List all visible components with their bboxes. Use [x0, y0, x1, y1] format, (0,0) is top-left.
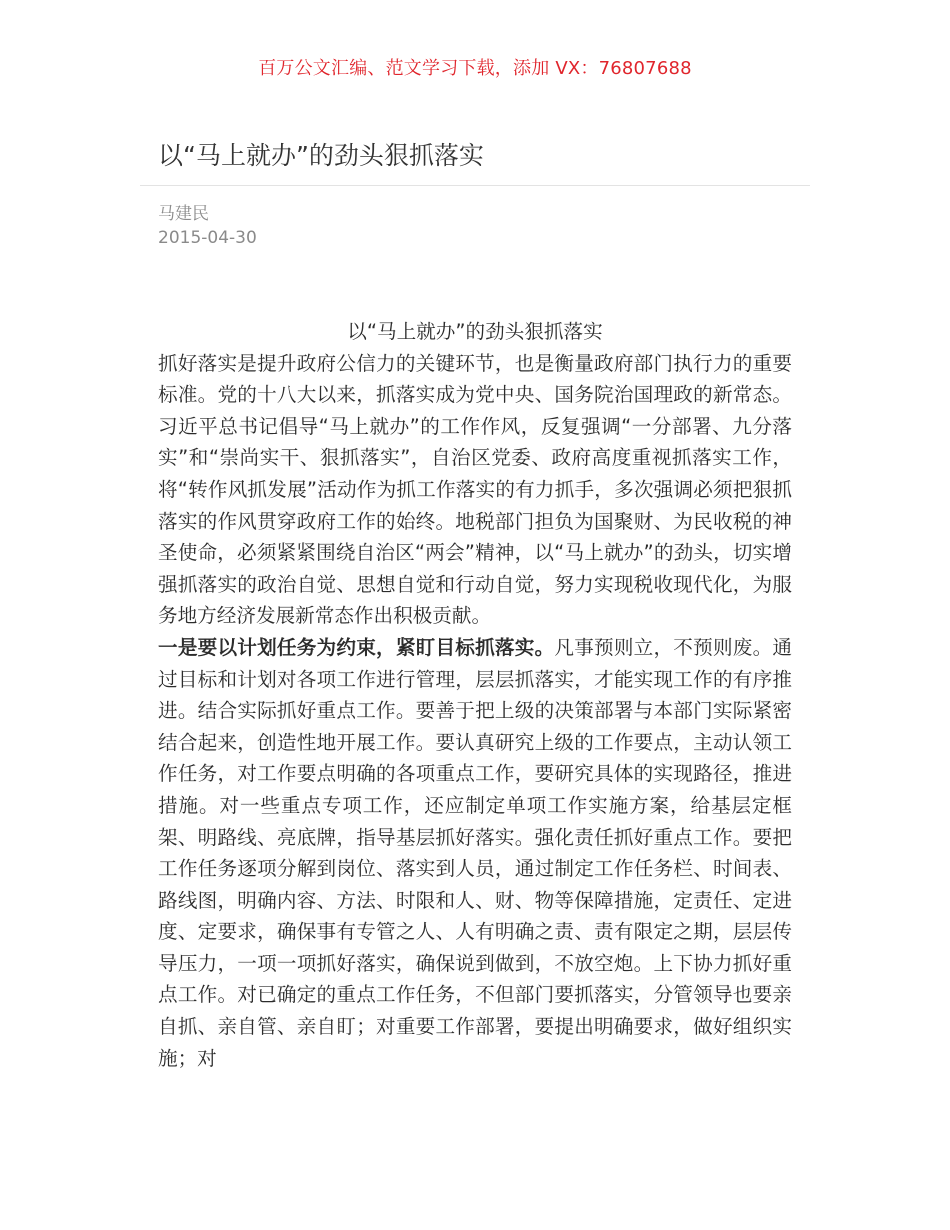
promo-banner: 百万公文汇编、范文学习下载，添加 VX：76807688: [258, 58, 692, 79]
paragraph-lead: 一是要以计划任务为约束，紧盯目标抓落实。: [158, 635, 555, 659]
author-name: 马建民: [158, 204, 209, 224]
article-subtitle: 以“马上就办”的劲头狠抓落实: [347, 320, 603, 343]
publish-date: 2015-04-30: [158, 228, 257, 248]
article-body: [158, 316, 792, 1074]
article-title: 以“马上就办”的劲头狠抓落实: [158, 141, 484, 170]
paragraph-intro: 抓好落实是提升政府公信力的关键环节，也是衡量政府部门执行力的重要标准。党的十八大以来，抓落实成为党中央、国务院治国理政的新常态。习近平总书记倡导“马上就办”的工作作风，反复强调“一分部署、九分落实”和“崇尚实干、狠抓落实”，自治区党委、政府高度重视抓落实工作，将“转作风抓发展”活动作为抓工作落实的有力抓手，多次强调必须把狠抓落实的作风贯穿政府工作的始终。地税部门担负为国聚财、为民收税的神圣使命，必须紧紧围绕自治区“两会”精神，以“马上就办”的劲头，切实增强抓落实的政治自觉、思想自觉和行动自觉，努力实现税收现代化，为服务地方经济发展新常态作出积极贡献。: [158, 351, 792, 628]
paragraph-body: 凡事预则立，不预则废。通过目标和计划对各项工作进行管理，层层抓落实，才能实现工作的有序推进。结合实际抓好重点工作。要善于把上级的决策部署与本部门实际紧密结合起来，创造性地开展工作。要认真研究上级的工作要点，主动认领工作任务，对工作要点明确的各项重点工作，要研究具体的实现路径，推进措施。对一些重点专项工作，还应制定单项工作实施方案，给基层定框架、明路线、亮底牌，指导基层抓好落实。强化责任抓好重点工作。要把工作任务逐项分解到岗位、落实到人员，通过制定工作任务栏、时间表、路线图，明确内容、方法、时限和人、财、物等保障措施，定责任、定进度、定要求，确保事有专管之人、人有明确之责、责有限定之期，层层传导压力，一项一项抓好落实，确保说到做到，不放空炮。上下协力抓好重点工作。对已确定的重点工作任务，不但部门要抓落实，分管领导也要亲自抓、亲自管、亲自盯；对重要工作部署，要提出明确要求，做好组织实施；对: [158, 635, 792, 1070]
title-divider: [140, 185, 810, 186]
article-meta: [158, 202, 558, 250]
paragraph-point-one: [158, 632, 792, 1074]
